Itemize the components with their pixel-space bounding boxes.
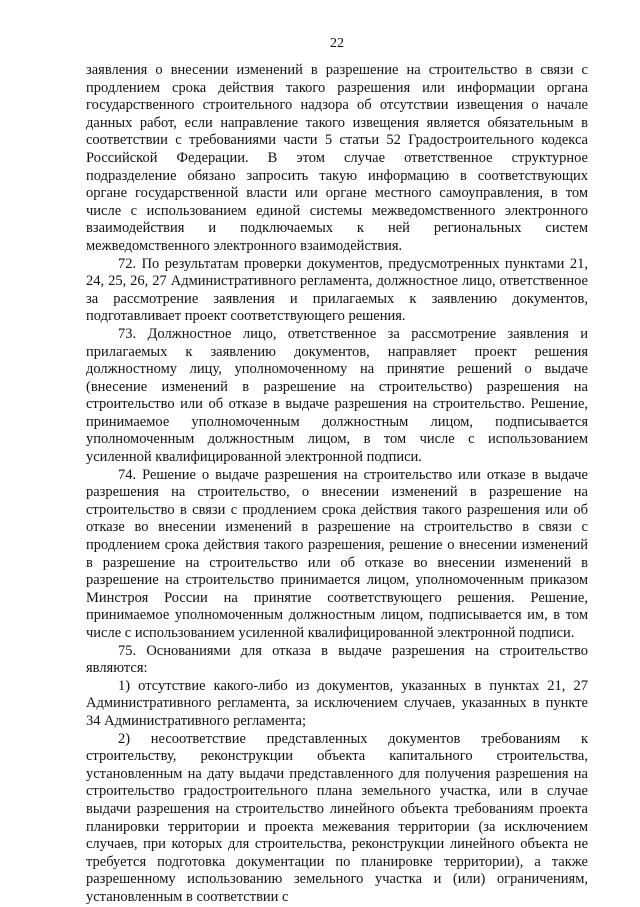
paragraph-75-item-2: 2) несоответствие представленных документов требованиям к строительству, реконструкции объекта капитального строительства, установленным на дату выдачи представленного для получения разрешения на строительство градостроительного плана земельного участка, или в случае выдачи разрешения на строительство линейного объекта требованиям проекта планировки территории и проекта межевания территории (за исключением случаев, при которых для строительства, реконструкции линейного объекта не требуется подготовка документации по планировке территории), а также разрешенному использованию земельного участка и (или) ограничениям, установленным в соответствии с bbox=[86, 730, 588, 905]
paragraph-74: 74. Решение о выдаче разрешения на строительство или отказе в выдаче разрешения на строительство, о внесении изменений в разрешение на строительство в связи с продлением срока действия такого разрешения или об отказе во внесении изменений в разрешение на строительство в связи с продлением срока действия такого разрешения, решение о внесении изменений в разрешение на строительство или об отказе во внесении изменений в разрешение на строительство принимается лицом, уполномоченным приказом Минстроя России на принятие соответствующего решения. Решение, принимаемое уполномоченным должностным лицом, подписывается им, в том числе с использованием усиленной квалифицированной электронной подписи. bbox=[86, 466, 588, 641]
paragraph-73: 73. Должностное лицо, ответственное за рассмотрение заявления и прилагаемых к заявлению документов, направляет проект решения должностному лицу, уполномоченному на принятие решений о выдаче (внесение изменений в разрешение на строительство) разрешения на строительство или об отказе в выдаче разрешения на строительство. Решение, принимаемое уполномоченным должностным лицом, подписывается уполномоченным должностным лицом, в том числе с использованием усиленной квалифицированной электронной подписи. bbox=[86, 325, 588, 466]
body-text bbox=[86, 62, 588, 907]
paragraph-75-item-1: 1) отсутствие какого-либо из документов, указанных в пунктах 21, 27 Административного регламента, за исключением случаев, указанных в пункте 34 Административного регламента; bbox=[86, 677, 588, 729]
paragraph-75: 75. Основаниями для отказа в выдаче разрешения на строительство являются: bbox=[86, 642, 588, 677]
paragraph-continuation: заявления о внесении изменений в разрешение на строительство в связи с продлением срока действия такого разрешения или информации органа государственного строительного надзора об отсутствии извещения о начале данных работ, если направление такого извещения является обязательным в соответствии с требованиями части 5 статьи 52 Градостроительного кодекса Российской Федерации. В этом случае ответственное структурное подразделение обязано запросить такую информацию в соответствующих органе государственной власти или органе местного самоуправления, в том числе с использованием единой системы межведомственного электронного взаимодействия и подключаемых к ней региональных систем межведомственного электронного взаимодействия. bbox=[86, 62, 588, 254]
paragraph-72: 72. По результатам проверки документов, предусмотренных пунктами 21, 24, 25, 26, 27 Административного регламента, должностное лицо, ответственное за рассмотрение заявления и прилагаемых к заявлению документов, подготавливает проект соответствующего решения. bbox=[86, 255, 588, 325]
page-number: 22 bbox=[330, 36, 344, 51]
